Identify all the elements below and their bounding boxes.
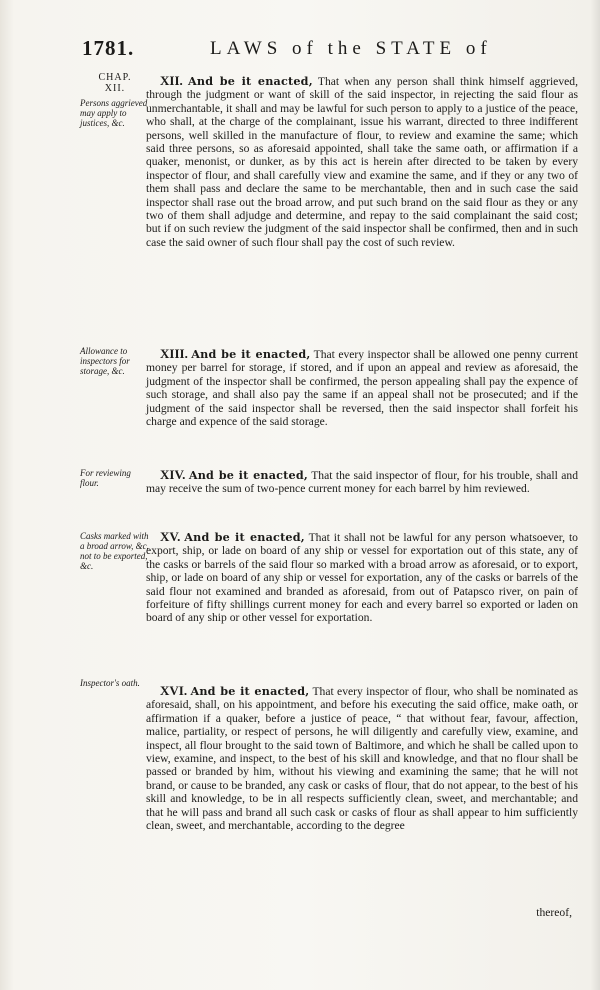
page-title: LAWS of the STATE of [210,38,492,59]
section-xii [146,74,578,249]
section-xv [146,530,578,625]
chapter-word: CHAP. [98,72,132,83]
catchword: thereof, [536,906,572,919]
section-number: XV. [160,529,181,544]
section-text: That the said inspector of flour, for his trouble, shall and may receive the sum of two-pence current money for each barrel by him reviewed. [146,469,578,496]
section-number: XIV. [160,467,186,482]
margin-note-allowance-storage: Allowance to inspectors for storage, &c. [80,346,130,376]
section-number: XIII. [160,346,188,361]
margin-note-reviewing-flour: For reviewing flour. [80,468,131,488]
section-text: That every inspector shall be allowed one penny current money per barrel for storage, if stored, and if upon an appeal and review as aforesaid, the judgment of the inspector shall be confirmed, the person appealing shall pay the expence of such storage, and shall also pay the same if an appeal shall not be prosecuted; and if the judgment of the said inspector shall be reversed, then the said inspector shall forfeit his charge and expence of the said storage. [146,348,578,429]
enacting-clause: And be it enacted, [188,468,308,482]
margin-note-persons-aggrieved: Persons aggrieved may apply to justices, &c. [80,98,148,128]
section-xiii [146,347,578,428]
page-year: 1781. [82,36,135,60]
chapter-label [84,72,146,94]
section-number: XVI. [160,683,188,698]
section-text: That when any person shall think himself aggrieved, through the judgment or want of skill of the said inspector, in rejecting the said flour as unmerchantable, it shall and may be lawful for such person to apply to a justice of the peace, who shall, at the charge of the complainant, issue his warrant, directed to three indifferent persons, well skilled in the manufacture of flour, to review and examine the same; which said three persons, so as aforesaid appointed, shall take the same oath, or affirmation if a quaker, menonist, or dunker, as by this act is herein after directed to be taken by every inspector of flour, and shall carefully view and examine the same, and if they or any two of them shall pass and declare the same to be merchantable, then and in such case the said inspector shall rase out the broad arrow, and put such brand on the said flour as they or any two of them shall adjudge and determine, and repay to the said complainant the said cost; but if on such review the judgment of the said inspector shall be confirmed, then and in such case the said owner of such flour shall pay the cost of such review. [146,75,578,249]
enacting-clause: And be it enacted, [188,74,313,88]
section-number: XII. [160,73,183,88]
enacting-clause: And be it enacted, [191,347,311,361]
enacting-clause: And be it enacted, [184,530,305,544]
margin-note-casks-marked: Casks marked with a broad arrow, &c. not to be exported, &c. [80,531,149,571]
running-head [82,36,582,64]
section-xvi [146,684,578,832]
section-xiv [146,468,578,496]
section-text: That it shall not be lawful for any person whatsoever, to export, ship, or lade on board of any ship or vessel for exportation out of this state, any of the casks or barrels of the said flour so marked with a broad arrow as aforesaid, or to export, ship, or lade on board of any ship or vessel for exportation, any of the casks or barrels of the said flour not examined and branded as aforesaid, from out of Patapsco river, on pain of forfeiture of fifty shillings current money for each and every barrel so exported or laden on board of any ship or other vessel for exportation. [146,531,578,625]
enacting-clause: And be it enacted, [190,684,310,698]
chapter-number: XII. [104,83,126,94]
margin-note-inspector-oath: Inspector's oath. [80,678,140,688]
page-edge-shadow [590,0,600,990]
section-text: That every inspector of flour, who shall be nominated as aforesaid, shall, on his appointment, and before his executing the said office, make oath, or affirmation if a quaker, before a justice of peace, “ that without fear, favour, affection, malice, partiality, or respect of persons, he will diligently and carefully view, examine, and inspect, all flour brought to the said town of Baltimore, and which he shall be called upon to view, examine, and inspect, to the best of his skill and knowledge, and that no flour shall be passed or branded by him, without his viewing and examining the same; that he will not brand, or cause to be branded, any cask or casks of flour, that do not appear, to the best of his skill and knowledge, to be in all respects sufficiently clean, sweet, and merchantable; and that he will pass and brand all such cask or casks of flour as shall appear to him sufficiently clean, sweet, and merchantable, according to the degree [146,685,578,833]
